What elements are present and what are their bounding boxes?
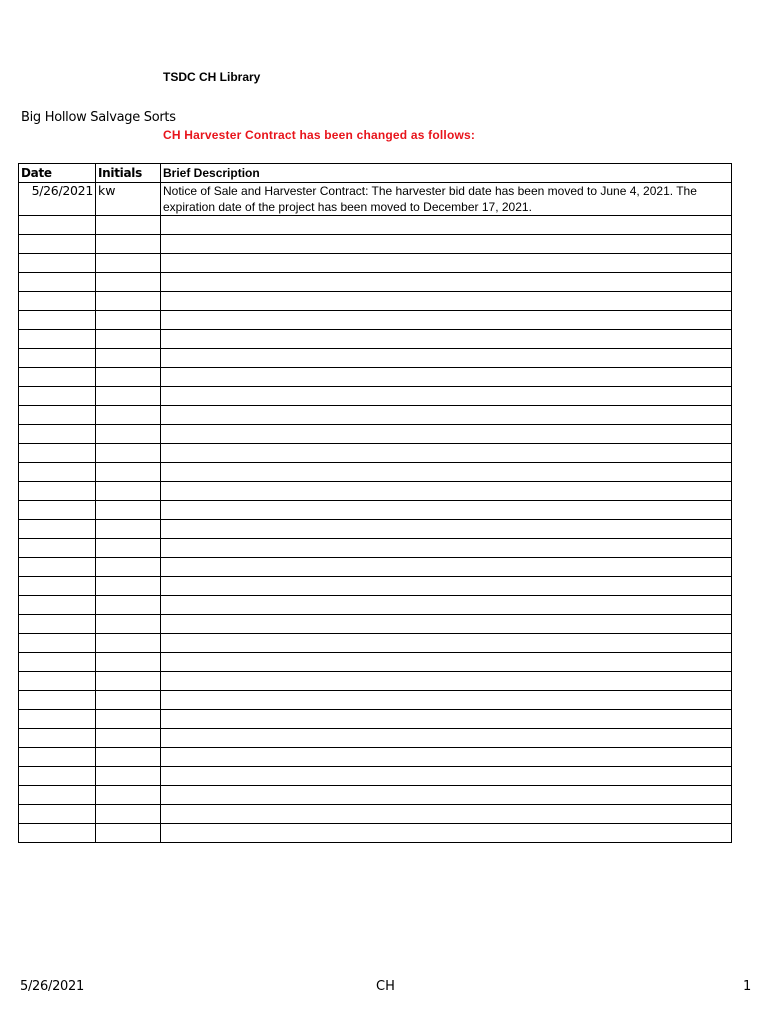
empty-initials-cell bbox=[96, 824, 161, 843]
footer-section-label: CH bbox=[376, 979, 395, 994]
table-row-empty bbox=[19, 729, 732, 748]
table-row-empty bbox=[19, 273, 732, 292]
empty-initials-cell bbox=[96, 273, 161, 292]
table-row-empty bbox=[19, 558, 732, 577]
empty-initials-cell bbox=[96, 254, 161, 273]
empty-date-cell bbox=[19, 520, 96, 539]
empty-initials-cell bbox=[96, 786, 161, 805]
table-row-empty bbox=[19, 520, 732, 539]
empty-description-cell bbox=[161, 463, 732, 482]
empty-date-cell bbox=[19, 501, 96, 520]
empty-description-cell bbox=[161, 824, 732, 843]
empty-description-cell bbox=[161, 691, 732, 710]
empty-date-cell bbox=[19, 292, 96, 311]
table-row-empty bbox=[19, 501, 732, 520]
empty-date-cell bbox=[19, 691, 96, 710]
empty-date-cell bbox=[19, 558, 96, 577]
empty-description-cell bbox=[161, 710, 732, 729]
table-row-empty bbox=[19, 691, 732, 710]
empty-description-cell bbox=[161, 273, 732, 292]
empty-date-cell bbox=[19, 425, 96, 444]
empty-initials-cell bbox=[96, 653, 161, 672]
empty-date-cell bbox=[19, 273, 96, 292]
column-header-initials: Initials bbox=[96, 164, 161, 183]
empty-description-cell bbox=[161, 653, 732, 672]
empty-description-cell bbox=[161, 330, 732, 349]
table-row-empty bbox=[19, 634, 732, 653]
empty-description-cell bbox=[161, 349, 732, 368]
empty-description-cell bbox=[161, 311, 732, 330]
empty-description-cell bbox=[161, 729, 732, 748]
empty-date-cell bbox=[19, 463, 96, 482]
empty-description-cell bbox=[161, 520, 732, 539]
table-row-empty bbox=[19, 216, 732, 235]
empty-initials-cell bbox=[96, 235, 161, 254]
empty-date-cell bbox=[19, 596, 96, 615]
empty-initials-cell bbox=[96, 520, 161, 539]
empty-description-cell bbox=[161, 254, 732, 273]
empty-date-cell bbox=[19, 235, 96, 254]
empty-initials-cell bbox=[96, 634, 161, 653]
empty-initials-cell bbox=[96, 463, 161, 482]
empty-date-cell bbox=[19, 786, 96, 805]
empty-date-cell bbox=[19, 672, 96, 691]
empty-description-cell bbox=[161, 672, 732, 691]
table-row-empty bbox=[19, 672, 732, 691]
empty-initials-cell bbox=[96, 368, 161, 387]
table-row-empty bbox=[19, 805, 732, 824]
empty-date-cell bbox=[19, 710, 96, 729]
table-row-empty bbox=[19, 387, 732, 406]
empty-date-cell bbox=[19, 767, 96, 786]
empty-date-cell bbox=[19, 577, 96, 596]
empty-date-cell bbox=[19, 748, 96, 767]
table-row-empty bbox=[19, 444, 732, 463]
empty-description-cell bbox=[161, 539, 732, 558]
entry-date: 5/26/2021 bbox=[19, 183, 96, 216]
empty-initials-cell bbox=[96, 767, 161, 786]
empty-initials-cell bbox=[96, 216, 161, 235]
empty-date-cell bbox=[19, 539, 96, 558]
column-header-date: Date bbox=[19, 164, 96, 183]
empty-description-cell bbox=[161, 767, 732, 786]
empty-initials-cell bbox=[96, 444, 161, 463]
table-row-empty bbox=[19, 577, 732, 596]
empty-initials-cell bbox=[96, 425, 161, 444]
table-row-empty bbox=[19, 596, 732, 615]
table-row-empty bbox=[19, 254, 732, 273]
empty-date-cell bbox=[19, 729, 96, 748]
empty-date-cell bbox=[19, 330, 96, 349]
empty-description-cell bbox=[161, 577, 732, 596]
empty-initials-cell bbox=[96, 672, 161, 691]
column-header-description: Brief Description bbox=[161, 164, 732, 183]
empty-initials-cell bbox=[96, 691, 161, 710]
empty-description-cell bbox=[161, 615, 732, 634]
entry-initials: kw bbox=[96, 183, 161, 216]
footer-date: 5/26/2021 bbox=[20, 979, 84, 994]
empty-description-cell bbox=[161, 368, 732, 387]
empty-description-cell bbox=[161, 444, 732, 463]
empty-initials-cell bbox=[96, 349, 161, 368]
empty-description-cell bbox=[161, 805, 732, 824]
empty-date-cell bbox=[19, 311, 96, 330]
empty-initials-cell bbox=[96, 292, 161, 311]
empty-description-cell bbox=[161, 596, 732, 615]
empty-description-cell bbox=[161, 235, 732, 254]
empty-initials-cell bbox=[96, 539, 161, 558]
empty-date-cell bbox=[19, 387, 96, 406]
empty-description-cell bbox=[161, 425, 732, 444]
change-notice: CH Harvester Contract has been changed as follows: bbox=[163, 128, 476, 142]
empty-initials-cell bbox=[96, 729, 161, 748]
footer-page-number: 1 bbox=[743, 979, 752, 994]
empty-initials-cell bbox=[96, 577, 161, 596]
empty-initials-cell bbox=[96, 387, 161, 406]
entry-description: Notice of Sale and Harvester Contract: The harvester bid date has been moved to June 4, 2021. The expiration date of the project has been moved to December 17, 2021. bbox=[161, 183, 732, 216]
empty-initials-cell bbox=[96, 558, 161, 577]
empty-initials-cell bbox=[96, 710, 161, 729]
table-row-empty bbox=[19, 349, 732, 368]
empty-date-cell bbox=[19, 349, 96, 368]
empty-description-cell bbox=[161, 501, 732, 520]
table-row-empty bbox=[19, 425, 732, 444]
table-row-empty bbox=[19, 539, 732, 558]
table-row-empty bbox=[19, 311, 732, 330]
empty-date-cell bbox=[19, 805, 96, 824]
empty-description-cell bbox=[161, 406, 732, 425]
empty-description-cell bbox=[161, 482, 732, 501]
change-log-table bbox=[18, 163, 732, 843]
empty-date-cell bbox=[19, 615, 96, 634]
empty-date-cell bbox=[19, 482, 96, 501]
empty-description-cell bbox=[161, 292, 732, 311]
table-row-empty bbox=[19, 330, 732, 349]
empty-description-cell bbox=[161, 634, 732, 653]
empty-date-cell bbox=[19, 653, 96, 672]
empty-description-cell bbox=[161, 786, 732, 805]
empty-initials-cell bbox=[96, 311, 161, 330]
empty-date-cell bbox=[19, 824, 96, 843]
empty-date-cell bbox=[19, 368, 96, 387]
empty-initials-cell bbox=[96, 330, 161, 349]
empty-date-cell bbox=[19, 406, 96, 425]
empty-initials-cell bbox=[96, 501, 161, 520]
table-row bbox=[19, 183, 732, 216]
table-row-empty bbox=[19, 463, 732, 482]
table-row-empty bbox=[19, 767, 732, 786]
table-row-empty bbox=[19, 653, 732, 672]
table-row-empty bbox=[19, 292, 732, 311]
table-row-empty bbox=[19, 748, 732, 767]
empty-description-cell bbox=[161, 216, 732, 235]
document-title: TSDC CH Library bbox=[163, 70, 261, 84]
empty-initials-cell bbox=[96, 748, 161, 767]
table-row-empty bbox=[19, 615, 732, 634]
table-row-empty bbox=[19, 482, 732, 501]
empty-date-cell bbox=[19, 634, 96, 653]
table-row-empty bbox=[19, 710, 732, 729]
empty-date-cell bbox=[19, 444, 96, 463]
empty-initials-cell bbox=[96, 482, 161, 501]
empty-initials-cell bbox=[96, 615, 161, 634]
project-name: Big Hollow Salvage Sorts bbox=[21, 110, 176, 125]
table-row-empty bbox=[19, 235, 732, 254]
empty-initials-cell bbox=[96, 596, 161, 615]
table-header-row bbox=[19, 164, 732, 183]
table-row-empty bbox=[19, 824, 732, 843]
table-row-empty bbox=[19, 786, 732, 805]
empty-description-cell bbox=[161, 387, 732, 406]
table-row-empty bbox=[19, 368, 732, 387]
empty-date-cell bbox=[19, 216, 96, 235]
empty-description-cell bbox=[161, 748, 732, 767]
empty-date-cell bbox=[19, 254, 96, 273]
table-row-empty bbox=[19, 406, 732, 425]
empty-description-cell bbox=[161, 558, 732, 577]
empty-initials-cell bbox=[96, 805, 161, 824]
empty-initials-cell bbox=[96, 406, 161, 425]
